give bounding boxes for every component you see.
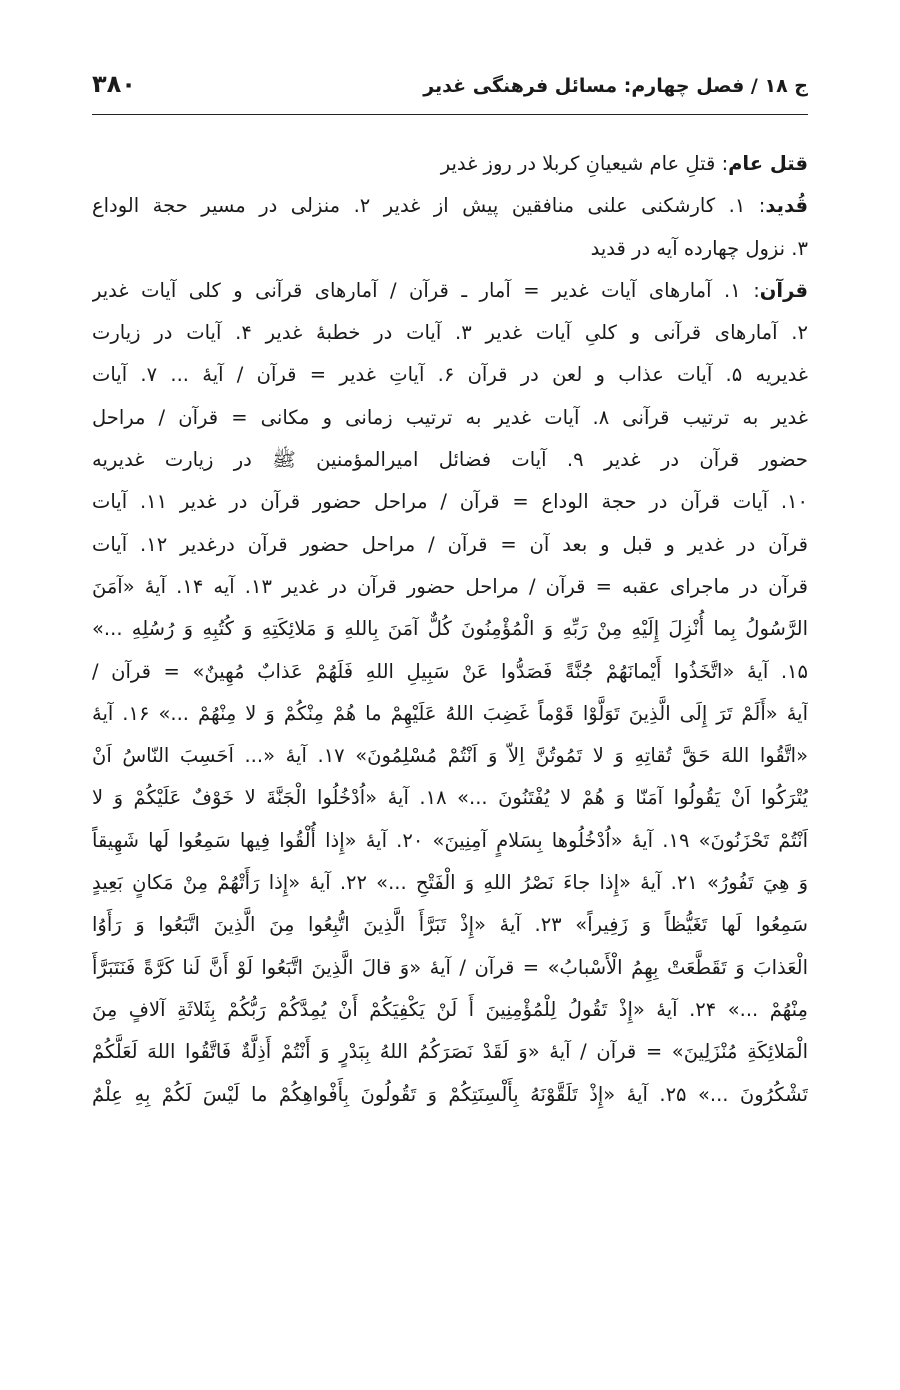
text-line: غدیریه ۵. آیات عذاب و لعن در قرآن ۶. آیاتِ غدیر = قرآن / آیهٔ ... ۷. آیات [92,363,808,387]
text-line: ۱۰. آیات قرآن در حجة الوداع = قرآن / مراحل حضور قرآن در غدیر ۱۱. آیات [92,490,808,514]
text-line: قرآن در ماجرای عقبه = قرآن / مراحل حضور قرآن در غدیر ۱۳. آیه ۱۴. آیهٔ «آمَنَ [92,574,808,598]
text-line: سَمِعُوا لَها تَغَيُّظاً وَ زَفِيراً» ۲۳. آیهٔ «إِذْ تَبَرَّأَ الَّذِينَ اتُّبِعُوا مِنَ الَّذِينَ اتَّبَعُوا وَ رَأَوُا [92,913,808,937]
text-line [92,143,808,185]
text-line: قرآن در غدیر و قبل و بعد آن = قرآن / مراحل حضور قرآن درغدیر ۱۲. آیات [92,532,808,556]
text-line: الرَّسُولُ بِما أُنْزِلَ إِلَيْهِ مِنْ رَبِّهِ وَ الْمُؤْمِنُونَ كُلٌّ آمَنَ بِاللهِ وَ مَلائِكَتِهِ وَ كُتُبِهِ وَ رُسُلِهِ ...» [92,617,808,641]
text-line: ۳. نزول چهارده آیه در قدید [590,236,808,260]
entry-term: قتل عام [728,152,808,175]
entry-term: قُدید [765,194,808,218]
text-line: وَ هِيَ تَفُورُ» ۲۱. آیهٔ «إِذا جاءَ نَصْرُ اللهِ وَ الْفَتْحِ ...» ۲۲. آیهٔ «إِذا رَأَتْهُمْ مِنْ مَكانٍ بَعِيدٍ [92,871,808,895]
page [92,70,808,1116]
text-line: غدیر به ترتیب قرآنی ۸. آیات غدیر به ترتیب زمانی و مکانی = قرآن / مراحل [92,405,808,429]
text-line [92,270,808,312]
page-header [92,70,808,115]
entry-quran [92,270,808,1116]
text-line: اَنْتُمْ تَحْزَنُونَ» ۱۹. آیهٔ «اُدْخُلُوها بِسَلامٍ آمِنِينَ» ۲۰. آیهٔ «إِذا أُلْقُوا فِيها سَمِعُوا لَها شَهِيقاً [92,828,808,852]
entry-term: قرآن [759,278,808,302]
running-head: ج ۱۸ / فصل چهارم: مسائل فرهنگی غدیر [423,75,808,97]
text-line: مِنْهُمْ ...» ۲۴. آیهٔ «إِذْ تَقُولُ لِلْمُؤْمِنِينَ أَ لَنْ يَكْفِيَكُمْ أَنْ يُمِدَّكُمْ رَبُّكُمْ بِثَلاثَةِ آلافٍ مِنَ [92,997,808,1021]
text-line: الْمَلائِكَةِ مُنْزَلِينَ» = قرآن / آیهٔ «وَ لَقَدْ نَصَرَكُمُ اللهُ بِبَدْرٍ وَ أَنْتُمْ أَذِلَّةٌ فَاتَّقُوا اللهَ لَعَلَّكُمْ [92,1040,808,1064]
entry-text: : ۱. کارشکنی علنی منافقین پیش از غدیر ۲. منزلی در مسیر حجة الوداع [92,194,766,218]
page-body [92,143,808,1116]
text-line: آیهٔ «أَلَمْ تَرَ إِلَى الَّذِينَ تَوَلَّوْا قَوْماً غَضِبَ اللهُ عَلَيْهِمْ ما هُمْ مِنْكُمْ وَ لا مِنْهُمْ ...» ۱۶. آیهٔ [92,701,808,725]
entry-text: : قتلِ عام شیعیانِ کربلا در روز غدیر [440,152,729,175]
text-line: الْعَذابَ وَ تَقَطَّعَتْ بِهِمُ الْأَسْبابُ» = قرآن / آیهٔ «وَ قالَ الَّذِينَ اتَّبَعُوا لَوْ أَنَّ لَنا كَرَّةً فَنَتَبَرَّأَ [92,955,808,979]
entry-text: : ۱. آمارهای آیات غدیر = آمار ـ قرآن / آمارهای قرآنی و کلی آیات غدیر [92,278,760,302]
text-line: تَشْكُرُونَ ...» ۲۵. آیهٔ «إِذْ تَلَقَّوْنَهُ بِأَلْسِنَتِكُمْ وَ تَقُولُونَ بِأَفْواهِكُمْ ما لَيْسَ لَكُمْ بِهِ عِلْمٌ [92,1082,808,1106]
text-line: ۱۵. آیهٔ «اتَّخَذُوا أَيْمانَهُمْ جُنَّةً فَصَدُّوا عَنْ سَبِيلِ اللهِ فَلَهُمْ عَذابٌ مُهِينٌ» = قرآن / [92,659,808,683]
text-line: «اتَّقُوا اللهَ حَقَّ تُقاتِهِ وَ لا تَمُوتُنَّ اِلاّ وَ اَنْتُمْ مُسْلِمُونَ» ۱۷. آیهٔ «... اَحَسِبَ النّاسُ اَنْ [92,744,808,768]
text-line: حضور قرآن در غدیر ۹. آیات فضائل امیرالمؤمنین ﷺ در زیارت غدیریه [92,448,808,472]
entry-qudayd [92,185,808,270]
text-line: يُتْرَكُوا اَنْ يَقُولُوا آمَنّا وَ هُمْ لا يُفْتَنُونَ ...» ۱۸. آیهٔ «اُدْخُلُوا الْجَنَّةَ لا خَوْفٌ عَلَيْكُمْ وَ لا [92,786,808,810]
text-line: ۲. آمارهای قرآنی و کلیِ آیات غدیر ۳. آیات در خطبهٔ غدیر ۴. آیات در زیارت [92,321,808,345]
text-line [92,185,808,227]
entry-qatl-am [92,143,808,185]
page-number: ۳۸۰ [92,70,136,98]
